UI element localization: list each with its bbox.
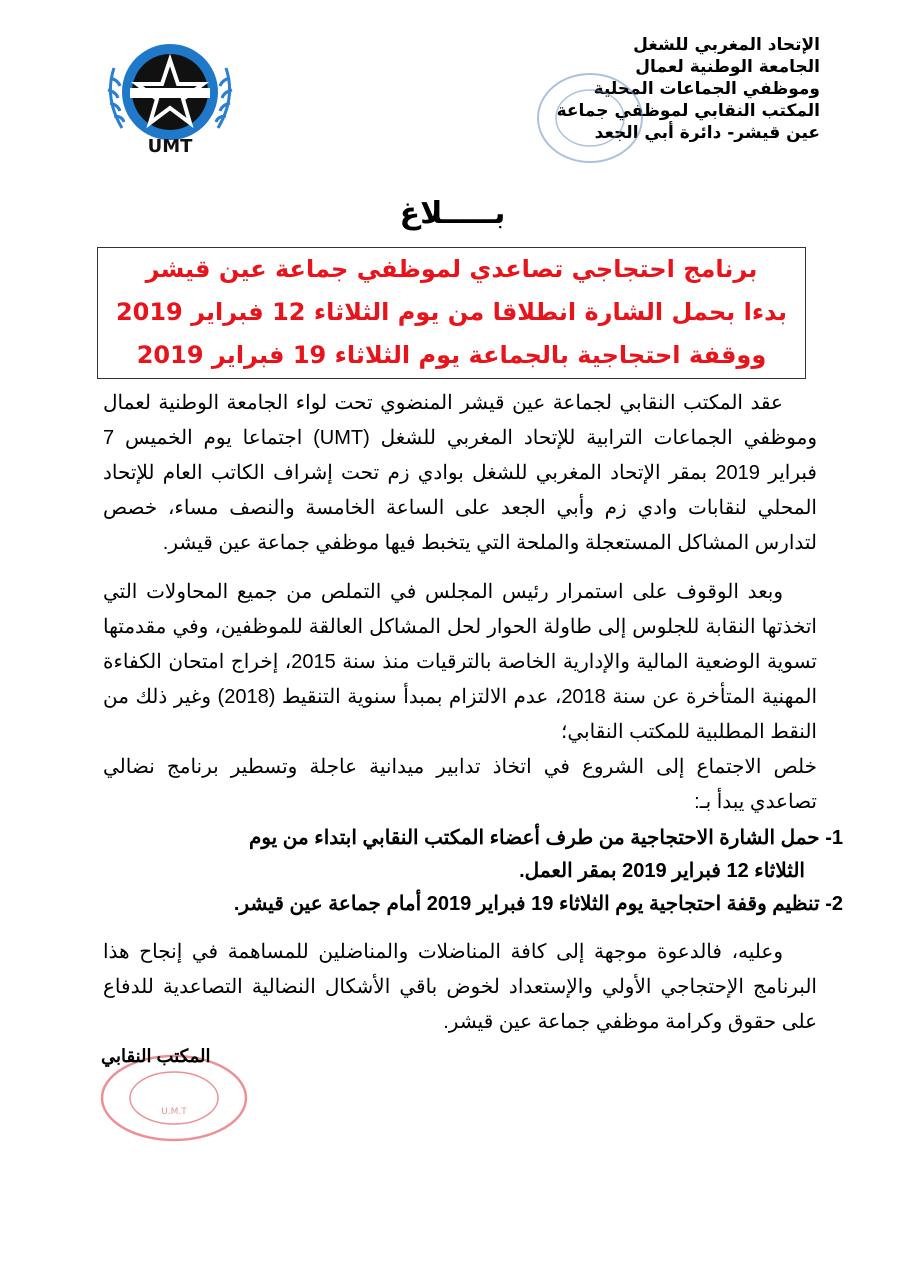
letterhead-line: وموظفي الجماعات المحلية	[593, 79, 820, 99]
headline-line: ووقفة احتجاجية بالجماعة يوم الثلاثاء 19 فبراير 2019	[136, 341, 767, 369]
letterhead-line: الإتحاد المغربي للشغل	[633, 35, 820, 55]
list-item-continuation: الثلاثاء 12 فبراير 2019 بمقر العمل.	[519, 860, 805, 882]
paragraph-grievances: وبعد الوقوف على استمرار رئيس المجلس في التملص من جميع المحاولات التي اتخذتها النقابة للجلوس إلى طاولة الحوار لحل المشاكل العالقة للموظفين، وفي مقدمتها تسوية الوضعية المالية والإدارية الخاصة بالترقيات منذ سنة 2015، إخراج امتحان الكفاءة المهنية المتأخرة عن سنة 2018، عدم الالتزام بمبدأ سنوية التنقيط (2018) وغير ذلك من النقط المطلبية للمكتب النقابي؛	[103, 581, 818, 743]
headline-line: برنامج احتجاجي تصاعدي لموظفي جماعة عين قيشر	[145, 255, 758, 283]
umt-logo	[100, 28, 240, 158]
paragraph-call: وعليه، فالدعوة موجهة إلى كافة المناضلات والمناضلين للمساهمة في إنجاح هذا البرنامج الإحتجاجي الأولي والإستعداد لخوض باقي الأشكال النضالية التصاعدية للدفاع على حقوق وكرامة موظفي جماعة عين قيشر.	[103, 941, 817, 1033]
logo-text: UMT	[147, 136, 193, 157]
list-item: 2- تنظيم وقفة احتجاجية يوم الثلاثاء 19 فبراير 2019 أمام جماعة عين قيشر.	[233, 893, 843, 915]
paragraph-meeting: عقد المكتب النقابي لجماعة عين قيشر المنضوي تحت لواء الجامعة الوطنية لعمال وموظفي الجماعات الترابية للإتحاد المغربي للشغل (UMT) اجتماعا يوم الخميس 7 فبراير 2019 بمقر الإتحاد المغربي للشغل بوادي زم تحت إشراف الكاتب العام للإتحاد المحلي لنقابات وادي زم وأبي الجعد على الساعة الخامسة والنصف مساء، خصص لتدارس المشاكل المستعجلة والملحة التي يتخبط فيها موظفي جماعة عين قيشر.	[103, 392, 817, 554]
list-item: 1- حمل الشارة الاحتجاجية من طرف أعضاء المكتب النقابي ابتداء من يوم	[248, 827, 843, 849]
signature: المكتب النقابي	[101, 1046, 211, 1066]
paragraph-conclusion: خلص الاجتماع إلى الشروع في اتخاذ تدابير ميدانية عاجلة وتسطير برنامج نضالي تصاعدي يبدأ بـ:	[103, 756, 818, 813]
letterhead-line: المكتب النقابي لموظفي جماعة	[556, 101, 820, 121]
headline-box	[97, 247, 806, 379]
letterhead-line: الجامعة الوطنية لعمال	[635, 57, 820, 77]
page-title: بـــــلاغ	[399, 196, 506, 231]
action-list	[103, 822, 843, 921]
letterhead-line: عين قيشر- دائرة أبي الجعد	[594, 123, 820, 143]
union-stamp-icon	[535, 68, 660, 168]
signature-block	[103, 1046, 817, 1138]
svg-text:U.M.T: U.M.T	[161, 1107, 187, 1117]
body-column	[101, 386, 843, 1138]
headline-line: بدءا بحمل الشارة انطلاقا من يوم الثلاثاء 12 فبراير 2019	[115, 298, 788, 326]
